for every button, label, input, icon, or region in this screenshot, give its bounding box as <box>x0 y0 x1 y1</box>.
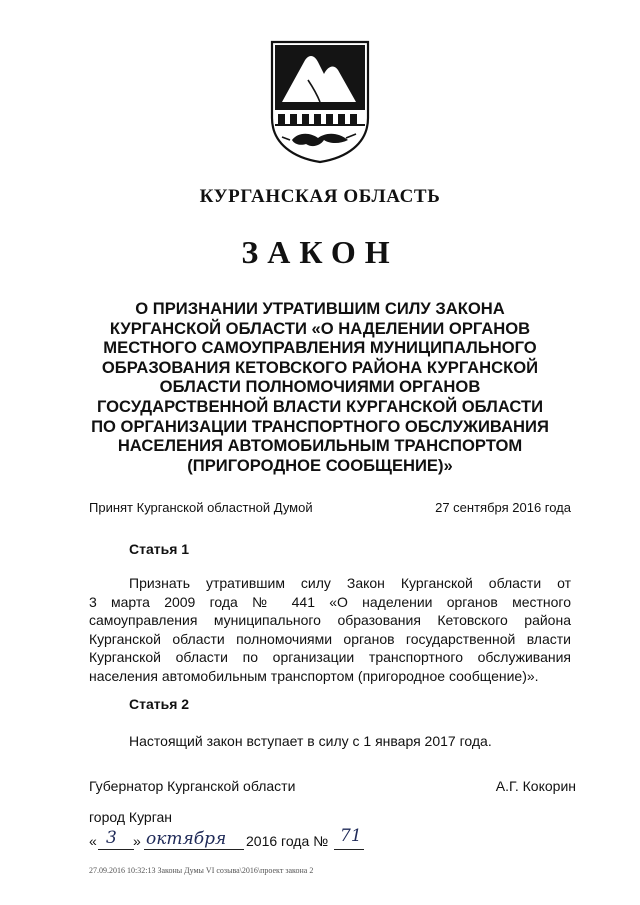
law-title-line: КУРГАНСКОЙ ОБЛАСТИ «О НАДЕЛЕНИИ ОРГАНОВ <box>109 318 531 338</box>
signing-city: город Курган <box>89 809 173 825</box>
law-title-line: ОБРАЗОВАНИЯ КЕТОВСКОГО РАЙОНА КУРГАНСКОЙ <box>101 357 539 377</box>
law-title-line: НАСЕЛЕНИЯ АВТОМОБИЛЬНЫМ ТРАНСПОРТОМ <box>117 436 523 456</box>
signing-date <box>89 828 389 854</box>
date-day-handwritten: 3 <box>106 828 117 848</box>
article-1-line: 3 марта 2009 года № 441 «О наделении органов местного <box>89 593 571 610</box>
article-1-line: Признать утратившим силу Закон Курганской области от <box>129 575 571 591</box>
law-title-line: ПО ОРГАНИЗАЦИИ ТРАНСПОРТНОГО ОБСЛУЖИВАНИЯ <box>91 416 549 436</box>
region-name: КУРГАНСКАЯ ОБЛАСТЬ <box>199 186 441 207</box>
date-number-handwritten: 71 <box>340 826 362 846</box>
article-1-heading: Статья 1 <box>129 541 190 557</box>
article-1-line: населения автомобильным транспортом (пригородное сообщение)». <box>89 667 539 684</box>
law-title <box>80 299 560 475</box>
number-underline <box>334 849 364 850</box>
date-year-number-label: 2016 года № <box>246 833 329 849</box>
law-title-line: (ПРИГОРОДНОЕ СООБЩЕНИЕ)» <box>187 455 453 475</box>
date-close-quote: » <box>133 833 141 849</box>
law-title-line: МЕСТНОГО САМОУПРАВЛЕНИЯ МУНИЦИПАЛЬНОГО <box>103 338 537 358</box>
article-1-line: Курганской области полномочиями органов государственной власти <box>89 630 571 647</box>
law-title-line: ГОСУДАРСТВЕННОЙ ВЛАСТИ КУРГАНСКОЙ ОБЛАСТИ <box>96 396 544 416</box>
article-1-line: Курганской области по организации транспортного обслуживания <box>89 649 571 665</box>
article-2-text: Настоящий закон вступает в силу с 1 января 2017 года. <box>129 733 492 749</box>
governor-title: Губернатор Курганской области <box>89 778 296 794</box>
date-month-handwritten: октября <box>146 829 227 849</box>
article-1-text <box>89 574 571 685</box>
governor-name: А.Г. Кокорин <box>495 778 576 794</box>
law-title-line: ОБЛАСТИ ПОЛНОМОЧИЯМИ ОРГАНОВ <box>159 377 481 397</box>
adoption-date: 27 сентября 2016 года <box>435 500 571 515</box>
date-open-quote: « <box>89 833 97 849</box>
day-underline <box>98 849 134 850</box>
coat-of-arms-icon <box>268 40 372 164</box>
document-type: ЗАКОН <box>241 234 399 270</box>
month-underline <box>144 849 244 850</box>
law-title-line: О ПРИЗНАНИИ УТРАТИВШИМ СИЛУ ЗАКОНА <box>135 299 505 318</box>
adopted-by: Принят Курганской областной Думой <box>89 500 313 515</box>
footer-stamp: 27.09.2016 10:32:13 Законы Думы VI созыва\2016\проект закона 2 <box>89 866 314 875</box>
article-1-line: самоуправления муниципального образования Кетовского района <box>89 612 571 628</box>
article-2-heading: Статья 2 <box>129 696 190 712</box>
